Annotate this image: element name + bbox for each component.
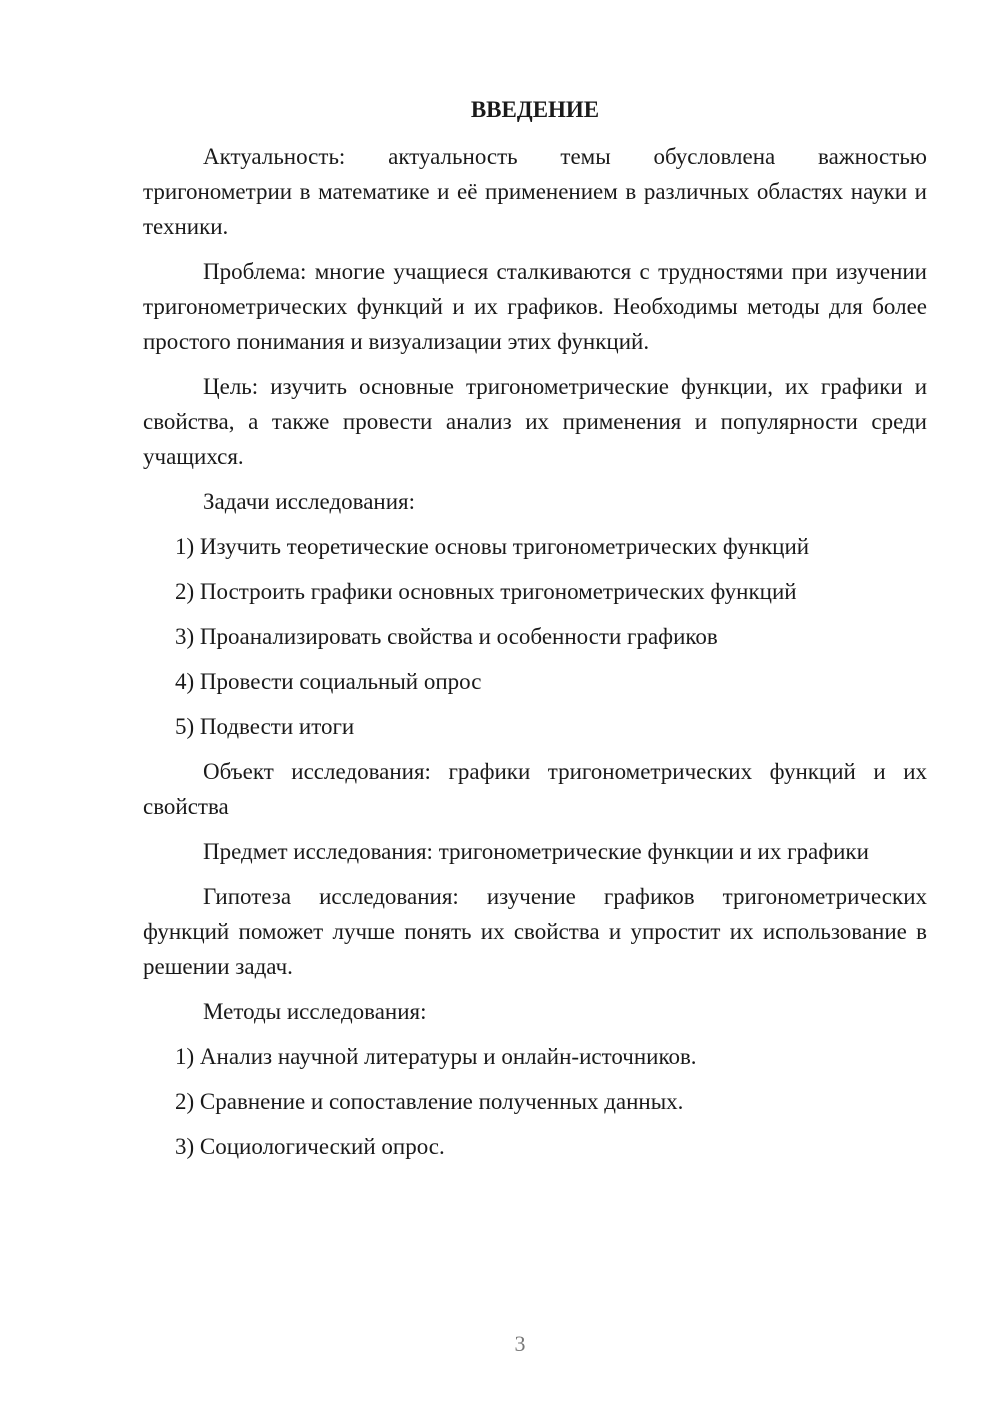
goal-paragraph: Цель: изучить основные тригонометрические функции, их графики и свойства, а также провести анализ их применения и популярности среди учащихся.	[143, 374, 927, 469]
hypothesis-paragraph: Гипотеза исследования: изучение графиков тригонометрических функций поможет лучше понять их свойства и упростит их использование в решении задач.	[143, 884, 927, 979]
method-item: 1) Анализ научной литературы и онлайн-источников.	[175, 1044, 697, 1069]
task-item: 4) Провести социальный опрос	[175, 669, 482, 694]
method-item: 3) Социологический опрос.	[175, 1134, 445, 1159]
object-paragraph: Объект исследования: графики тригонометрических функций и их свойства	[143, 759, 927, 819]
task-item: 2) Построить графики основных тригонометрических функций	[175, 579, 797, 604]
document-page	[143, 0, 927, 1414]
relevance-paragraph: Актуальность: актуальность темы обусловлена важностью тригонометрии в математике и её применением в различных областях науки и техники.	[143, 144, 927, 239]
subject-paragraph: Предмет исследования: тригонометрические функции и их графики	[203, 839, 869, 864]
task-item: 1) Изучить теоретические основы тригонометрических функций	[175, 534, 810, 559]
tasks-title: Задачи исследования:	[203, 489, 416, 514]
section-heading: ВВЕДЕНИЕ	[470, 97, 600, 122]
problem-paragraph: Проблема: многие учащиеся сталкиваются с трудностями при изучении тригонометрических функций и их графиков. Необходимы методы для более простого понимания и визуализации этих функций.	[143, 259, 927, 354]
page-number: 3	[514, 1331, 526, 1356]
task-item: 3) Проанализировать свойства и особенности графиков	[175, 624, 718, 649]
task-item: 5) Подвести итоги	[175, 714, 355, 739]
methods-title: Методы исследования:	[203, 999, 427, 1024]
page-content	[143, 92, 927, 1174]
method-item: 2) Сравнение и сопоставление полученных данных.	[175, 1089, 684, 1114]
